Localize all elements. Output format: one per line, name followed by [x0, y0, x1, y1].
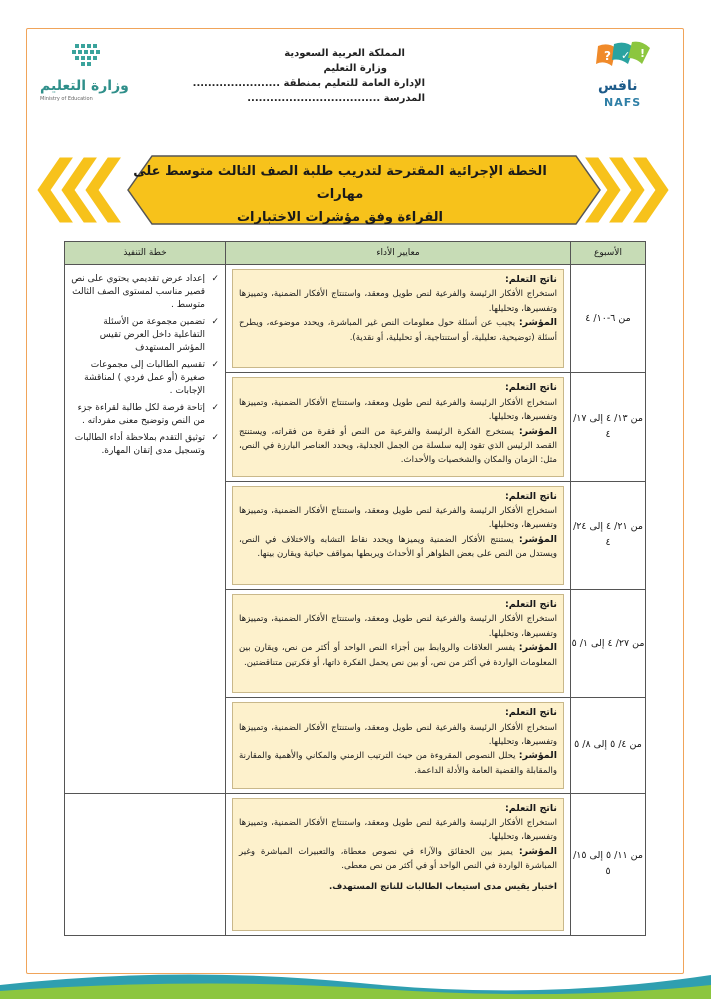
outcome-label: ناتج التعلم:	[504, 382, 557, 394]
outcome-label: ناتج التعلم:	[504, 490, 557, 502]
outcome-text: استخراج الأفكار الرئيسة والفرعية لنص طويل ومعقد، واستنتاج الأفكار الضمنية، وتمييزها وتفسيرها، وتحليلها.	[239, 614, 557, 639]
outcome-text: استخراج الأفكار الرئيسة والفرعية لنص طويل ومعقد، واستنتاج الأفكار الضمنية، وتمييزها وتفسيرها، وتحليلها.	[239, 722, 557, 748]
indicator-text: يميز بين الحقائق والآراء في نصوص معطاة، والتعبيرات المباشرة وغير المباشرة الواردة في النص الواحد أو في أكثر من نص معطى.	[239, 846, 557, 872]
ministry-line: وزارة التعليم	[323, 63, 387, 74]
indicator-text: يحلل النصوص المقروءة من حيث الترتيب الزمني والمكاني والأهمية والمقارنة والمقابلة والقضية العامة والأدلة الداعمة.	[239, 751, 557, 776]
week-cell: من ٤/ ٥ إلى ٨/ ٥	[571, 698, 646, 793]
outcome-label: ناتج التعلم:	[504, 707, 557, 719]
week-cell: من ٦-١٠/ ٤	[571, 265, 646, 373]
header-week: الأسبوع	[571, 242, 646, 265]
week-cell: من ٢١/ ٤ إلى ٢٤/ ٤	[571, 481, 646, 589]
indicator-label: المؤشر:	[518, 642, 557, 654]
plan-item: ✓ إتاحة فرصة لكل طالبة لقراءة جزء من النص وتوضيح معنى مفرداته .	[77, 403, 219, 427]
outcome-text: استخراج الأفكار الرئيسة والفرعية لنص طويل ومعقد، واستنتاج الأفكار الضمنية، وتمييزها وتفسيرها، وتحليلها.	[239, 506, 557, 531]
outcome-label: ناتج التعلم:	[504, 598, 557, 610]
table-row	[65, 793, 646, 935]
ministry-logo-english: Ministry of Education	[40, 96, 93, 102]
table-row	[65, 265, 646, 373]
final-test-note: اختبار يقيس مدى استيعاب الطالبات للناتج المستهدف.	[329, 881, 557, 892]
week-cell: من ١١/ ٥ إلى ١٥/ ٥	[571, 793, 646, 935]
indicator-text: يستخرج الفكرة الرئيسة والفرعية من النص أو فقرة من فقراته، ويستنتج القصد الرئيس الذي تقود إليه سلسلة من الجمل الجدلية، ويحدد العناصر البارزة في النص، مثل: الزمان والمكان والشخصيات والأحداث.	[239, 426, 557, 466]
outcome-text: استخراج الأفكار الرئيسة والفرعية لنص طويل ومعقد، واستنتاج الأفكار الضمنية، وتمييزها وتفسيرها، وتحليلها.	[239, 289, 557, 314]
ministry-logo-arabic: وزارة التعليم	[40, 78, 129, 94]
indicator-label: المؤشر:	[518, 750, 557, 762]
check-icon: ✓	[211, 360, 219, 371]
plan-item: ✓ تقسيم الطالبات إلى مجموعات صغيرة (أو عمل فردي ) لمناقشة الإجابات .	[84, 360, 219, 397]
week-cell: من ١٣/ ٤ إلى ١٧/ ٤	[571, 373, 646, 481]
indicator-text: يستنتج الأفكار الضمنية ويميزها ويحدد نقاط التشابه والاختلاف في النص، ويستدل من النص على بعض الظواهر أو الأحداث ويربطها بمواقف حياتية ويقارن بينها.	[239, 534, 557, 560]
svg-text:!: !	[640, 47, 646, 60]
check-icon: ✓	[211, 274, 219, 285]
header-text	[192, 46, 425, 106]
plan-table	[64, 241, 646, 936]
svg-text:?: ?	[604, 49, 611, 63]
check-icon: ✓	[211, 403, 219, 414]
header-plan: خطة التنفيذ	[65, 242, 226, 265]
indicator-label: المؤشر:	[518, 533, 558, 545]
banner-title	[130, 160, 550, 229]
indicator-text: يفسر العلاقات والروابط بين أجزاء النص الواحد أو أكثر من نص، ويقارن بين المعلومات الواردة في أكثر من نص، أو بين نص يحمل الفكرة ذاتها، أو فكرتين متناقضتين.	[239, 643, 557, 668]
banner-title-line-2: القراءة وفق مؤشرات الاختبارات	[236, 210, 444, 225]
svg-text:✓: ✓	[621, 49, 631, 62]
outcome-label: ناتج التعلم:	[504, 802, 557, 814]
check-icon: ✓	[211, 433, 219, 444]
plan-item: ✓ توثيق التقدم بملاحظة أداء الطالبات وتسجيل مدى إتقان المهارة.	[74, 433, 219, 457]
directorate-line: الإدارة العامة للتعليم بمنطقة .......................	[192, 78, 425, 89]
outcome-text: استخراج الأفكار الرئيسة والفرعية لنص طويل ومعقد، واستنتاج الأفكار الضمنية، وتمييزها وتفسيرها، وتحليلها.	[239, 817, 557, 843]
plan-cell-empty	[65, 793, 226, 935]
indicator-label: المؤشر:	[518, 425, 558, 437]
week-cell: من ٢٧/ ٤ إلى ١/ ٥	[571, 589, 646, 697]
plan-item: ✓ إعداد عرض تقديمي يحتوي على نص قصير مناسب لمستوى الصف الثالث متوسط .	[71, 274, 219, 311]
criteria-cell	[226, 481, 571, 589]
indicator-text: يجيب عن أسئلة حول معلومات النص غير المباشرة، ويحدد موضوعه، ويطرح أسئلة (توضيحية، تعليلية، أو استنتاجية، أو تحليلية، أو نقدية).	[239, 318, 557, 343]
school-line: المدرسة ...................................	[247, 93, 425, 104]
nafs-logo-arabic: نافس	[598, 78, 638, 94]
criteria-cell	[226, 793, 571, 935]
check-icon: ✓	[211, 317, 219, 328]
plan-item: ✓ تضمين مجموعة من الأسئلة التفاعلية داخل العرض تقيس المؤشر المستهدف	[99, 317, 219, 354]
criteria-cell	[226, 698, 571, 793]
criteria-cell	[226, 589, 571, 697]
criteria-cell	[226, 373, 571, 481]
plan-cell	[65, 265, 226, 793]
kingdom-line: المملكة العربية السعودية	[284, 48, 405, 59]
outcome-label: ناتج التعلم:	[504, 274, 557, 286]
criteria-cell	[226, 265, 571, 373]
nafs-logo-english: NAFS	[604, 96, 642, 109]
bottom-wave-decoration	[0, 955, 711, 999]
banner-title-line-1: الخطة الإجرائية المقترحة لتدريب طلبة الصف الثالث متوسط على مهارات	[133, 164, 547, 202]
header-criteria: معايير الأداء	[226, 242, 571, 265]
indicator-label: المؤشر:	[518, 845, 558, 857]
outcome-text: استخراج الأفكار الرئيسة والفرعية لنص طويل ومعقد، واستنتاج الأفكار الضمنية، وتمييزها وتفسيرها، وتحليلها.	[239, 397, 557, 423]
indicator-label: المؤشر:	[518, 317, 558, 329]
